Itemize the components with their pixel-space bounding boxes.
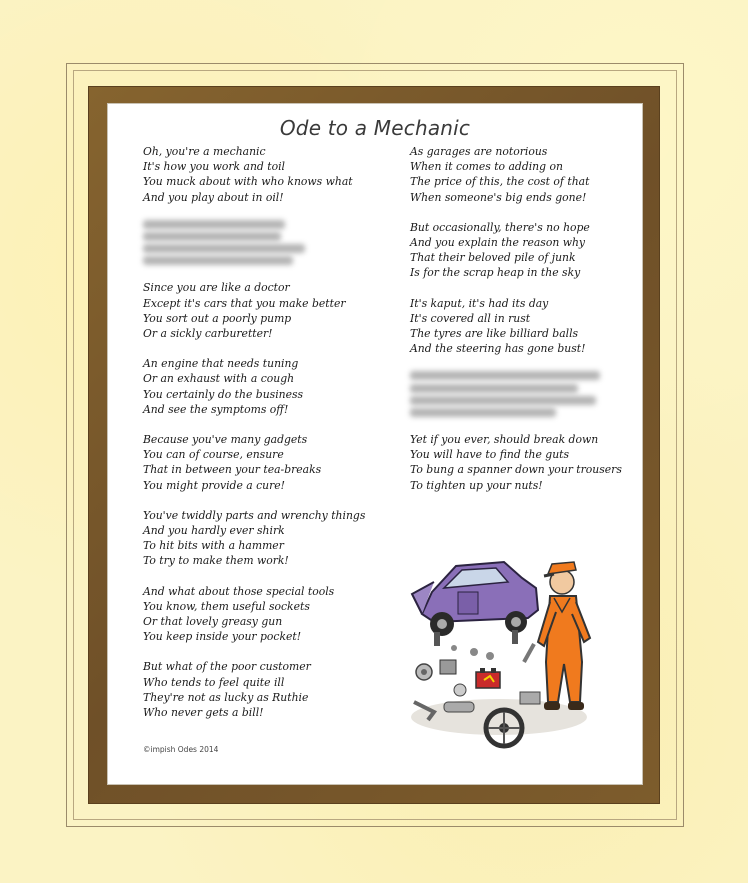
stanza [410, 296, 640, 357]
poem-line: And see the symptoms off! [143, 402, 289, 416]
blurred-line [410, 384, 578, 393]
poem-line: Or that lovely greasy gun [143, 615, 283, 629]
stanza [143, 356, 383, 417]
blurred-line [143, 244, 305, 253]
stanza [410, 220, 640, 281]
poem-line: To bung a spanner down your trousers [410, 463, 622, 477]
poem-paper [108, 104, 642, 784]
poem-line: Since you are like a doctor [143, 281, 290, 295]
stanza [410, 432, 640, 493]
poem-line: You keep inside your pocket! [143, 630, 302, 644]
blurred-line [143, 232, 281, 241]
poem-line: Or a sickly carburetter! [143, 326, 273, 340]
poem-line: Who tends to feel quite ill [143, 675, 285, 689]
poem-line: And you hardly ever shirk [143, 524, 285, 538]
poem-right-column [410, 144, 640, 508]
poem-line: Yet if you ever, should break down [410, 433, 599, 446]
poem-line: Oh, you're a mechanic [143, 145, 266, 158]
blurred-line [410, 396, 596, 405]
poem-line: You might provide a cure! [143, 478, 286, 492]
mechanic-illustration [404, 552, 604, 752]
poem-line: Is for the scrap heap in the sky [410, 266, 581, 280]
stanza [143, 144, 383, 205]
poem-line: As garages are notorious [410, 145, 548, 158]
poem-line: It's kaput, it's had its day [410, 296, 549, 310]
redacted-stanza [143, 220, 383, 266]
poem-line: Or an exhaust with a cough [143, 372, 295, 386]
poem-line: You know, them useful sockets [143, 599, 310, 613]
poem-line: An engine that needs tuning [143, 357, 299, 371]
poem-line: The price of this, the cost of that [410, 175, 590, 189]
poem-line: You've twiddly parts and wrenchy things [143, 508, 366, 522]
poem-line: They're not as lucky as Ruthie [143, 690, 309, 704]
poem-line: When someone's big ends gone! [410, 190, 587, 204]
poem-line: You will have to find the guts [410, 448, 570, 462]
stanza [143, 432, 383, 493]
poem-line: It's how you work and toil [143, 160, 286, 174]
poem-line: But occasionally, there's no hope [410, 220, 590, 234]
stanza [410, 144, 640, 205]
poem-line: To try to make them work! [143, 554, 289, 568]
poem-line: And the steering has gone bust! [410, 342, 586, 356]
mechanic-car-icon [404, 552, 604, 752]
poem-line: Except it's cars that you make better [143, 296, 346, 310]
stanza [143, 659, 383, 720]
poem-line: To hit bits with a hammer [143, 539, 284, 553]
poem-line: Because you've many gadgets [143, 433, 308, 446]
poem-line: Who never gets a bill! [143, 706, 264, 720]
poem-line: And you explain the reason why [410, 236, 586, 250]
poem-line: You can of course, ensure [143, 448, 284, 462]
stanza [143, 584, 383, 645]
poem-line: When it comes to adding on [410, 160, 563, 174]
poem-line: The tyres are like billiard balls [410, 327, 579, 341]
poem-title: Ode to a Mechanic [279, 116, 471, 140]
poem-left-column [143, 144, 383, 735]
poem-line: You muck about with who knows what [143, 175, 353, 189]
stanza [143, 280, 383, 341]
copyright-text: ©impish Odes 2014 [143, 745, 219, 754]
poem-line: You certainly do the business [143, 387, 304, 401]
redacted-stanza [410, 371, 640, 417]
blurred-line [143, 256, 293, 265]
stanza [143, 508, 383, 569]
blurred-line [410, 371, 600, 380]
blurred-line [143, 220, 285, 229]
poem-line: And you play about in oil! [143, 190, 284, 204]
poem-line: To tighten up your nuts! [410, 478, 543, 492]
poem-line: It's covered all in rust [410, 311, 531, 325]
poem-line: That in between your tea-breaks [143, 463, 322, 477]
poem-line: You sort out a poorly pump [143, 311, 292, 325]
poem-line: That their beloved pile of junk [410, 251, 576, 265]
blurred-line [410, 408, 556, 417]
poem-line: And what about those special tools [143, 584, 335, 598]
poem-line: But what of the poor customer [143, 660, 311, 674]
